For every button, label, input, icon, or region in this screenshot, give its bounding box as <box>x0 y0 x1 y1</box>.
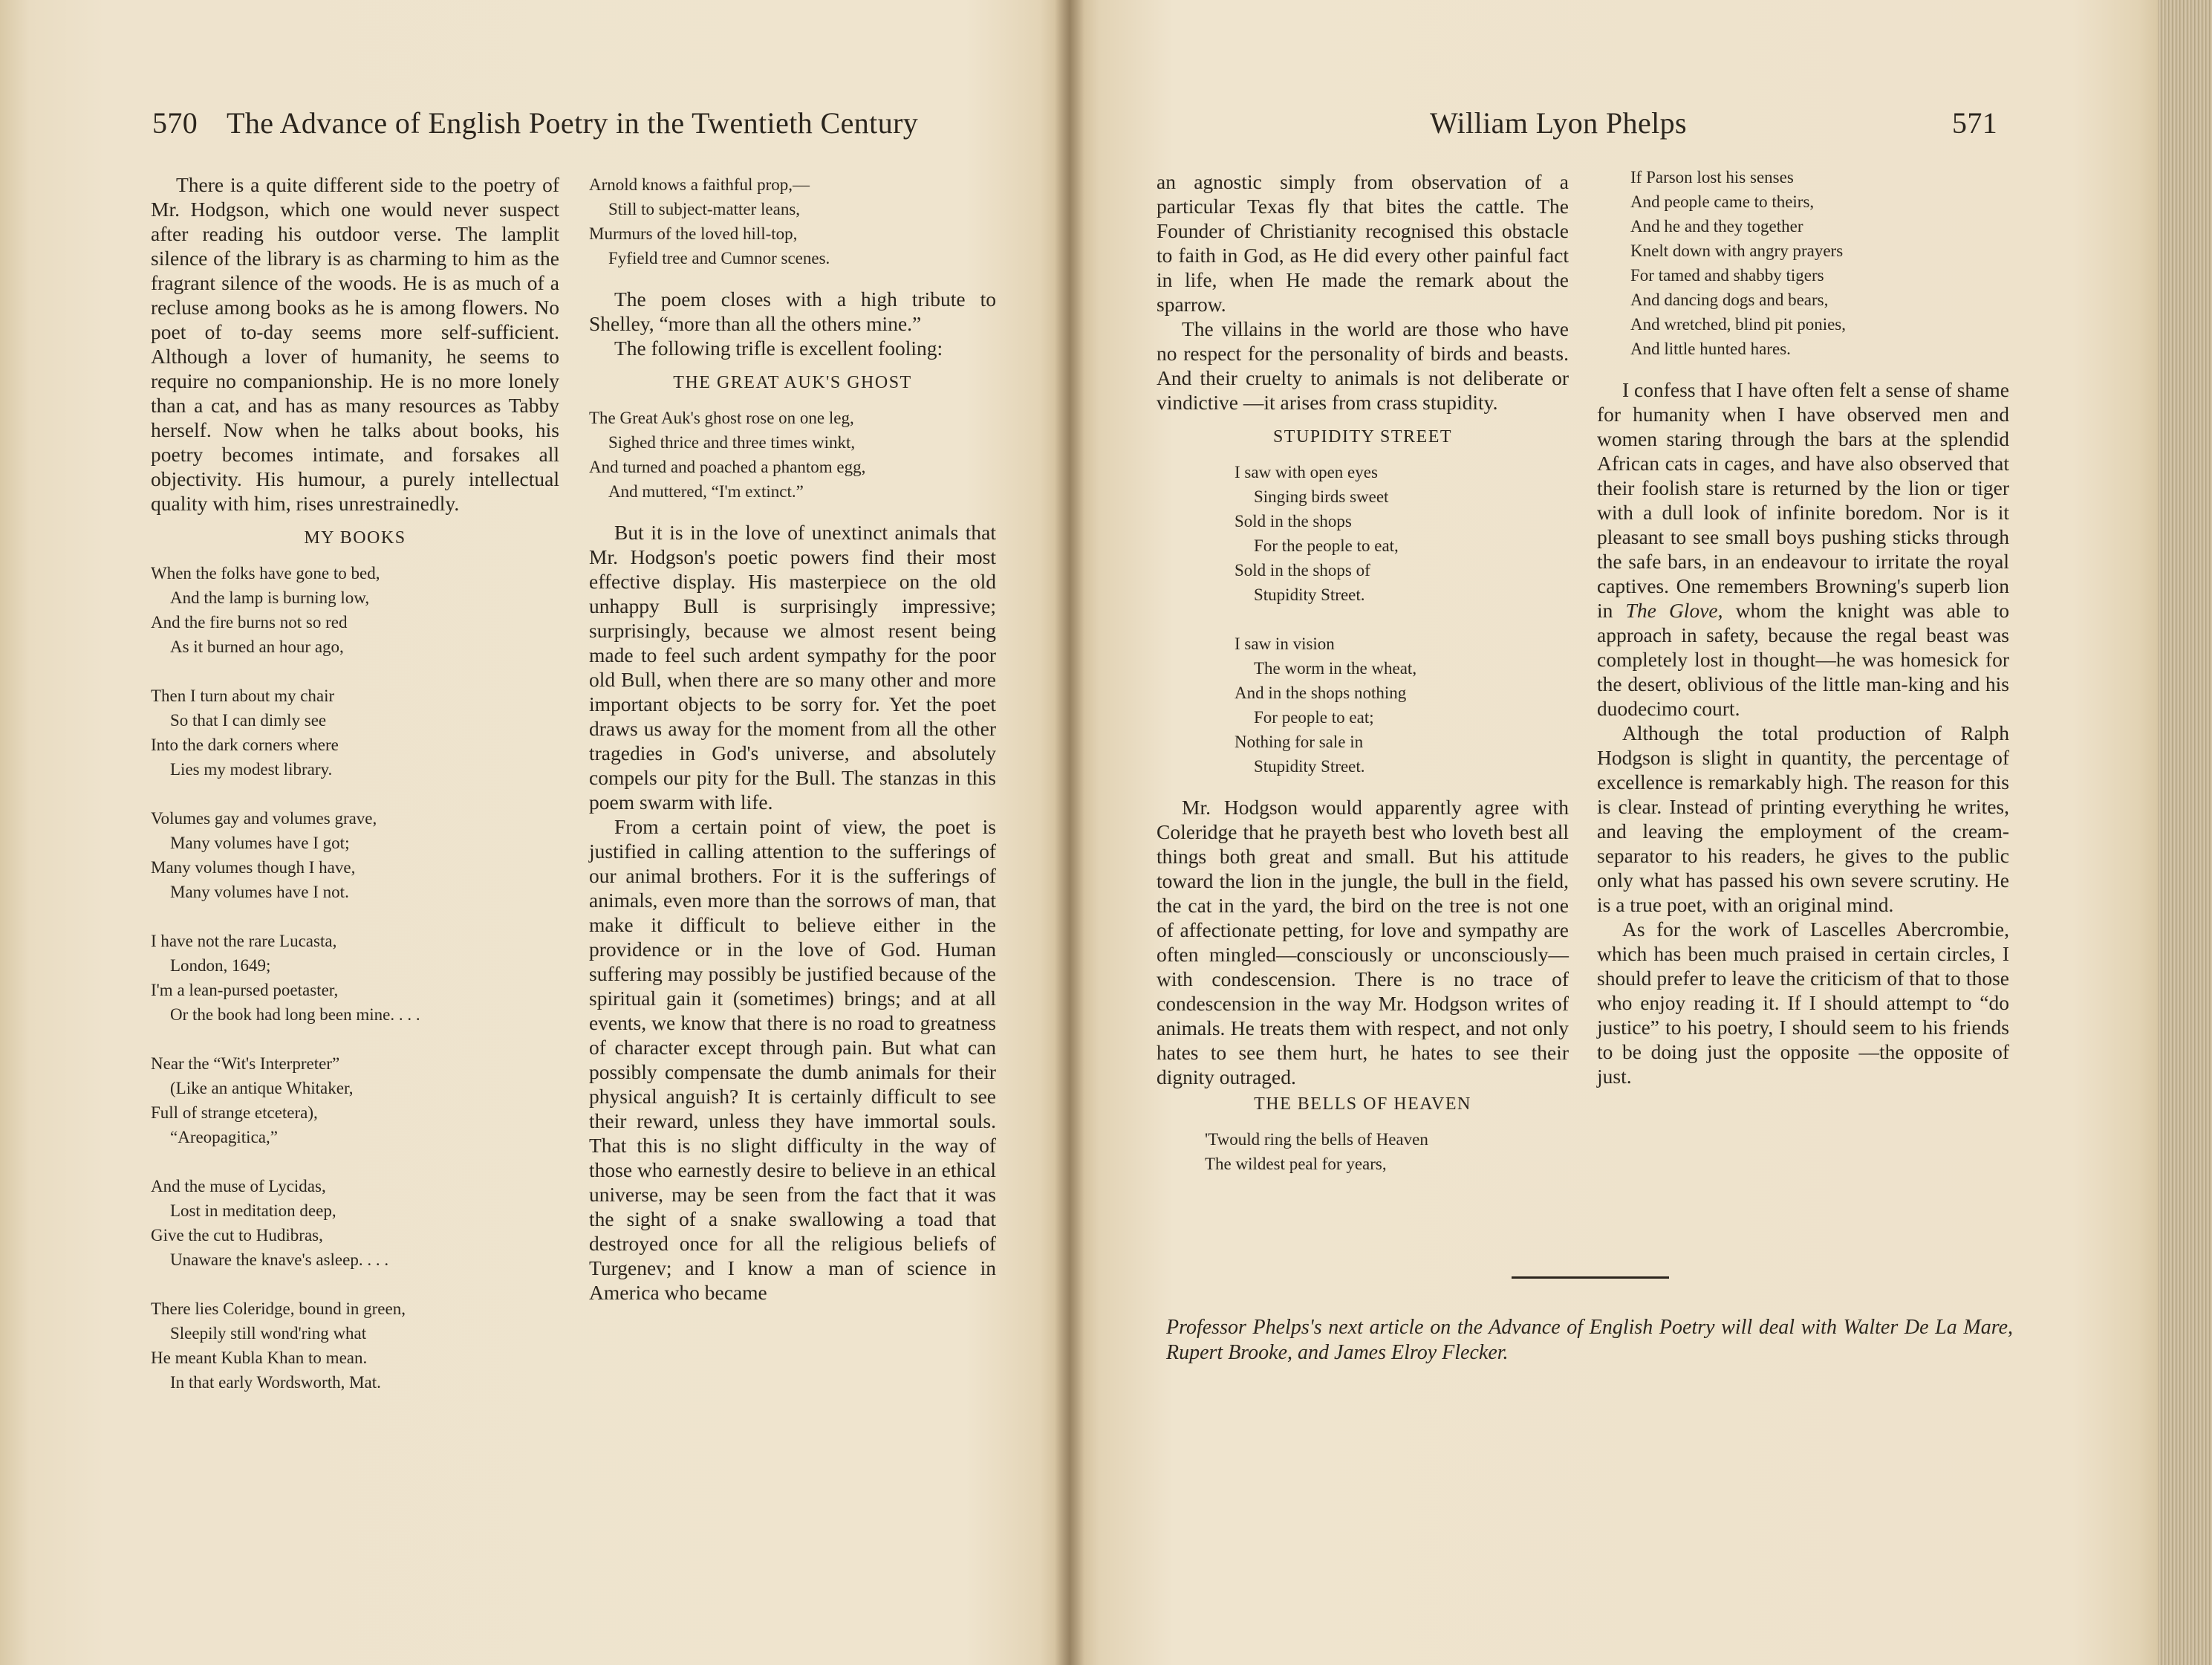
poem-line: Then I turn about my chair <box>151 687 335 705</box>
poem-line: And wretched, blind pit ponies, <box>1630 315 1847 334</box>
poem-line: I'm a lean-pursed poetaster, <box>151 981 339 999</box>
paragraph: an agnostic simply from observation of a particular Texas fly that bites the cattle. The Founder of Christianity recognised this obstacle to faith in God, as He did every other painful fact in life, when He made the remark about the sparrow. <box>1157 170 1569 316</box>
poem-line: For tamed and shabby tigers <box>1630 266 1824 285</box>
poem-line: (Like an antique Whitaker, <box>170 1079 354 1097</box>
poem-stanza <box>151 1174 559 1272</box>
poem-stanza <box>151 684 559 782</box>
poem-line: For people to eat; <box>1254 708 1374 727</box>
poem-stanza <box>151 1296 559 1395</box>
poem-line: And turned and poached a phantom egg, <box>589 458 866 476</box>
poem-line: And muttered, “I'm extinct.” <box>608 482 804 501</box>
paragraph: The poem closes with a high tribute to Shelley, “more than all the others mine.” <box>589 288 996 335</box>
poem-title-bells-of-heaven: THE BELLS OF HEAVEN <box>1254 1094 1471 1114</box>
poem-line: Near the “Wit's Interpreter” <box>151 1054 340 1073</box>
poem-stanza <box>589 172 996 270</box>
footnote-divider <box>1512 1276 1669 1279</box>
poem-line: In that early Wordsworth, Mat. <box>170 1373 381 1392</box>
poem-line: He meant Kubla Khan to mean. <box>151 1348 368 1367</box>
poem-line: London, 1649; <box>170 956 271 975</box>
poem-stanza <box>1630 165 2009 361</box>
right-running-title: William Lyon Phelps <box>1430 106 1687 140</box>
poem-line: Sold in the shops <box>1235 512 1352 530</box>
poem-line: I saw with open eyes <box>1235 463 1378 481</box>
paragraph: The following trifle is excellent fooling: <box>614 337 943 360</box>
editorial-footnote: Professor Phelps's next article on the Advance of English Poetry will deal with Walter De La Mare, Rupert Brooke, and James Elroy Flecker. <box>1166 1316 2013 1364</box>
poem-line: Fyfield tree and Cumnor scenes. <box>608 249 830 267</box>
poem-line: Still to subject-matter leans, <box>608 200 801 218</box>
italic-title: The Glove, <box>1625 599 1723 622</box>
poem-line: Stupidity Street. <box>1254 585 1365 604</box>
poem-line: The worm in the wheat, <box>1254 659 1417 678</box>
poem-line: Many volumes have I got; <box>170 834 350 852</box>
poem-line: Stupidity Street. <box>1254 757 1365 776</box>
page-fore-edge <box>2158 0 2212 1665</box>
book-gutter <box>1055 0 1084 1665</box>
poem-line: Lies my modest library. <box>170 760 333 779</box>
poem-line: And the lamp is burning low, <box>170 588 370 607</box>
poem-line: Lost in meditation deep, <box>170 1201 336 1220</box>
paragraph: But it is in the love of unextinct animals that Mr. Hodgson's poetic powers find their most effective display. His masterpiece on the old unhappy Bull is surprisingly impressive; surprisingly, because we almost resent being made to feel such ardent sympathy for the poor old Bull, when there are so many other and more important objects to be sorry for. Yet the poet draws us away for the moment from all the other tragedies in God's universe, and absolutely compels our pity for the Bull. The stanzas in this poem swarm with life. <box>589 521 996 814</box>
poem-stanza <box>151 929 559 1027</box>
poem-stanza <box>589 406 996 504</box>
paragraph: As for the work of Lascelles Abercrombie, which has been much praised in certain circles, I should prefer to leave the criticism of that to those who enjoy reading it. If I should attempt to “do justice” to his poetry, I should seem to his friends to be doing just the opposite —the opposite of just. <box>1597 918 2009 1088</box>
poem-line: Into the dark corners where <box>151 736 339 754</box>
poem-line: And in the shops nothing <box>1235 684 1407 702</box>
poem-line: Many volumes have I not. <box>170 883 349 901</box>
paragraph: There is a quite different side to the poetry of Mr. Hodgson, which one would never suspect after reading his outdoor verse. The lamplit silence of the library is as charming to him as the fragrant silence of the woods. He is as much of a recluse among books as he is among flowers. No poet of to-day seems more self-sufficient. Although a lover of humanity, he seems to require no companionship. He is no more lonely than a cat, and has as many resources as Tabby herself. Now when he talks about books, his poetry becomes intimate, and forsakes all objectivity. His humour, a purely intellectual quality with him, rises unrestrainedly. <box>151 173 559 515</box>
poem-line: And people came to theirs, <box>1630 192 1815 211</box>
poem-line: Give the cut to Hudibras, <box>151 1226 323 1244</box>
poem-line: “Areopagitica,” <box>170 1128 278 1146</box>
poem-stanza-continued <box>589 172 996 270</box>
poem-line: For the people to eat, <box>1254 536 1399 555</box>
poem-line: Full of strange etcetera), <box>151 1103 318 1122</box>
poem-line: I have not the rare Lucasta, <box>151 932 337 950</box>
poem-line: Sighed thrice and three times winkt, <box>608 433 856 452</box>
poem-stupidity-street <box>1157 460 1569 779</box>
poem-line: Sold in the shops of <box>1235 561 1370 580</box>
poem-line: And the muse of Lycidas, <box>151 1177 326 1195</box>
poem-line: The Great Auk's ghost rose on one leg, <box>589 409 854 427</box>
poem-line: The wildest peal for years, <box>1205 1155 1387 1173</box>
poem-line: 'Twould ring the bells of Heaven <box>1205 1130 1428 1149</box>
poem-stanza <box>151 1051 559 1149</box>
paragraph: Mr. Hodgson would apparently agree with Coleridge that he prayeth best who loveth best all things both great and small. But his attitude toward the lion in the jungle, the bull in the field, the cat in the yard, the bird on the tree is not one of affectionate petting, for love and sympathy are often mingled—consciously or unconsciously—with condescension. There is no trace of condescension in the way Mr. Hodgson writes of animals. He treats them with respect, and not only hates to see them hurt, he hates to see their dignity outraged. <box>1157 796 1569 1088</box>
paragraph: The villains in the world are those who have no respect for the personality of birds and beasts. And their cruelty to animals is not deliberate or vindictive —it arises from crass stupidity. <box>1157 317 1569 414</box>
text-run: I confess that I have often felt a sense of shame for humanity when I have observed men and women staring through the bars at the splendid African cats in cages, and have also observed that their foolish stare is returned by the lion or tiger with a dull look of infinite boredom. Nor is it pleasant to see small boys pushing sticks through the safe bars, in an endeavour to irritate the royal captives. One remembers Browning's superb lion in <box>1597 378 2009 622</box>
poem-line: When the folks have gone to bed, <box>151 564 380 582</box>
left-column-2 <box>589 172 996 1305</box>
paragraph: From a certain point of view, the poet is justified in calling attention to the sufferings of our animal brothers. For it is the sufferings of animals, even more than the sorrows of man, that make it difficult to believe either in the providence or in the love of God. Human suffering may possibly be justified because of the spiritual gain it (sometimes) brings; and at all events, we know that there is no road to greatness of character except through pain. But what can possibly compensate the dumb animals for their physical anguish? It is certainly difficult to see their reward, unless they have immortal souls. That this is no slight difficulty in the way of those who earnestly desire to believe in an ethical universe, may be seen from the fact that it was the sight of a snake swallowing a toad that destroyed once for all the religious beliefs of Turgenev; and I know a man of science in America who became <box>589 815 996 1304</box>
poem-my-books <box>151 561 559 1395</box>
poem-line: So that I can dimly see <box>170 711 327 730</box>
poem-line: And little hunted hares. <box>1630 340 1791 358</box>
left-running-title: The Advance of English Poetry in the Twentieth Century <box>227 106 919 140</box>
text-run: whom the knight was able to approach in safety, because the regal beast was completely lost in thought—he was homesick for the desert, oblivious of the little man-king and his duodecimo court. <box>1597 599 2010 720</box>
poem-title-great-auk: THE GREAT AUK'S GHOST <box>673 373 912 392</box>
poem-bells-of-heaven-continued <box>1597 165 2009 361</box>
poem-stanza <box>1205 1127 1569 1176</box>
poem-line: Unaware the knave's asleep. . . . <box>170 1250 389 1269</box>
poem-line: Singing birds sweet <box>1254 487 1389 506</box>
poem-stanza <box>151 561 559 659</box>
poem-line: Murmurs of the loved hill-top, <box>589 224 798 243</box>
poem-stanza <box>1235 460 1569 607</box>
poem-great-auk <box>589 406 996 504</box>
poem-bells-of-heaven <box>1157 1127 1569 1176</box>
poem-line: Sleepily still wond'ring what <box>170 1324 367 1343</box>
poem-line: Or the book had long been mine. . . . <box>170 1005 420 1024</box>
poem-title-stupidity-street: STUPIDITY STREET <box>1272 427 1453 447</box>
poem-line: As it burned an hour ago, <box>170 637 344 656</box>
poem-line: Knelt down with angry prayers <box>1630 241 1844 260</box>
paragraph: Although the total production of Ralph Hodgson is slight in quantity, the percentage of excellence is remarkably high. The reason for this is clear. Instead of printing everything he writes, and leaving the employment of the cream-separator to his readers, he gives to the public only what has passed his own severe scrutiny. He is a true poet, with an original mind. <box>1597 721 2009 916</box>
poem-line: Arnold knows a faithful prop,— <box>589 175 810 194</box>
left-page-number: 570 <box>152 106 198 140</box>
poem-stanza <box>1235 632 1569 779</box>
poem-line: And he and they together <box>1630 217 1803 236</box>
poem-line: Nothing for sale in <box>1235 733 1364 751</box>
paragraph-browning <box>1597 377 2009 721</box>
right-column-1 <box>1157 169 1569 1176</box>
poem-line: If Parson lost his senses <box>1630 168 1794 186</box>
poem-line: And the fire burns not so red <box>151 613 348 632</box>
poem-line: I saw in vision <box>1235 634 1335 653</box>
poem-line: Volumes gay and volumes grave, <box>151 809 377 828</box>
poem-line: And dancing dogs and bears, <box>1630 291 1829 309</box>
poem-title-my-books: MY BOOKS <box>304 528 406 548</box>
poem-line: Many volumes though I have, <box>151 858 356 877</box>
poem-stanza <box>151 806 559 904</box>
left-column-1 <box>151 172 559 1395</box>
poem-line: There lies Coleridge, bound in green, <box>151 1299 406 1318</box>
right-column-2 <box>1597 165 2009 1088</box>
right-page-number: 571 <box>1952 106 1998 140</box>
